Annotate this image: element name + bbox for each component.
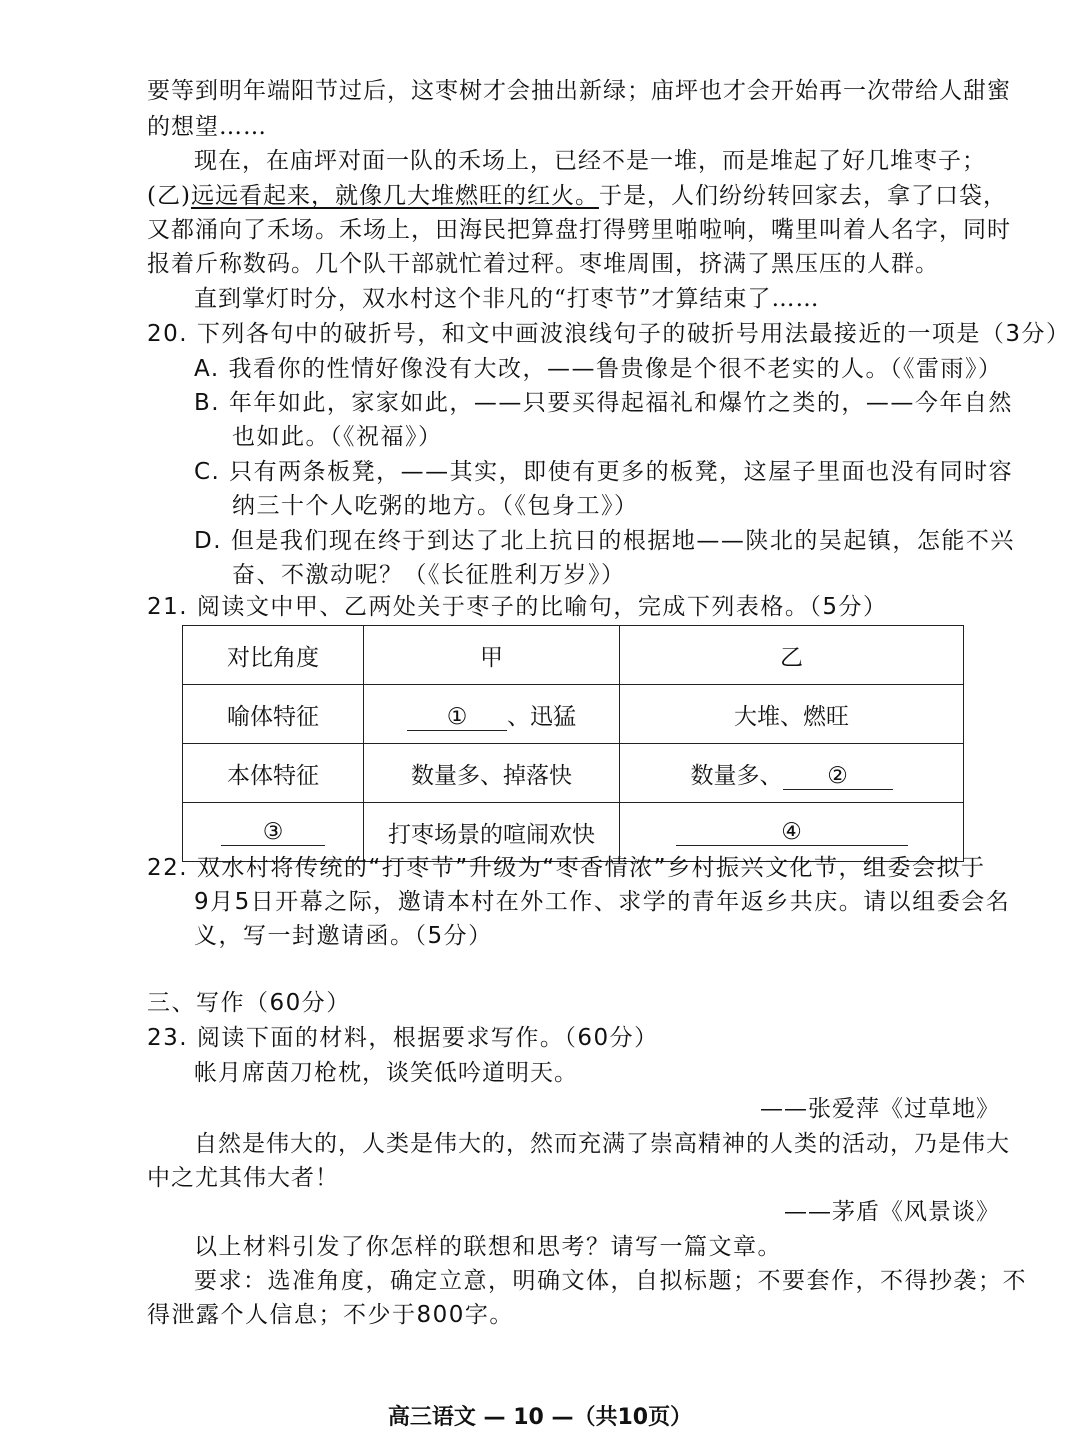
table-cell: 大堆、燃旺 xyxy=(620,685,964,744)
answer-blank-3[interactable]: ③ xyxy=(221,819,325,846)
question-text: 阅读下面的材料，根据要求写作。（60分） xyxy=(196,1025,659,1051)
table-cell: 本体特征 xyxy=(183,744,364,803)
writing-requirements-cont: 得泄露个人信息；不少于800字。 xyxy=(147,1302,514,1328)
material-quote-cont: 中之尤其伟大者！ xyxy=(147,1165,339,1191)
question-23-stem xyxy=(147,1023,659,1053)
question-text: 双水村将传统的“打枣节”升级为“枣香情浓”乡村振兴文化节，组委会拟于 xyxy=(196,855,986,881)
question-22-cont: 9月5日开幕之际，邀请本村在外工作、求学的青年返乡共庆。请以组委会名 xyxy=(194,889,1011,915)
option-b: B. 年年如此，家家如此，——只要买得起福礼和爆竹之类的，——今年自然 xyxy=(194,390,1013,416)
question-22-cont: 义，写一封邀请函。（5分） xyxy=(194,923,493,949)
table-cell: 打枣场景的喧闹欢快 xyxy=(364,803,620,862)
table-row xyxy=(183,685,964,744)
option-d: D. 但是我们现在终于到达了北上抗日的根据地——陕北的吴起镇，怎能不兴 xyxy=(194,528,1015,554)
material-quote: 自然是伟大的，人类是伟大的，然而充满了崇高精神的人类的活动，乃是伟大 xyxy=(194,1131,1010,1157)
cell-text: 数量多、 xyxy=(690,762,783,789)
option-b-cont: 也如此。（《祝福》） xyxy=(232,424,443,450)
question-21-stem xyxy=(147,592,888,622)
cell-text: 、迅猛 xyxy=(507,703,576,730)
table-cell xyxy=(364,685,620,744)
quote-source: ——张爱萍《过草地》 xyxy=(760,1096,1000,1122)
passage-line: 现在，在庙坪对面一队的禾场上，已经不是一堆，而是堆起了好几堆枣子； xyxy=(194,148,986,174)
table-row xyxy=(183,744,964,803)
option-a: A. 我看你的性情好像没有大改，——鲁贵像是个很不老实的人。（《雷雨》） xyxy=(194,356,1003,382)
quote-source: ——茅盾《风景谈》 xyxy=(784,1199,1000,1225)
passage-line-with-underline xyxy=(147,181,1007,211)
table-row xyxy=(183,626,964,685)
table-cell: 喻体特征 xyxy=(183,685,364,744)
option-d-cont: 奋、不激动呢？（《长征胜利万岁》） xyxy=(232,562,626,588)
question-number: 22. xyxy=(147,855,189,881)
question-text: 阅读文中甲、乙两处关于枣子的比喻句，完成下列表格。（5分） xyxy=(196,594,888,620)
question-number: 21. xyxy=(147,594,189,620)
question-22 xyxy=(147,853,986,883)
passage-line: 直到掌灯时分，双水村这个非凡的“打枣节”才算结束了…… xyxy=(194,286,820,312)
answer-blank-4[interactable]: ④ xyxy=(676,819,908,846)
table-cell xyxy=(620,744,964,803)
option-c: C. 只有两条板凳，——其实，即使有更多的板凳，这屋子里面也没有同时容 xyxy=(194,459,1014,485)
page-footer: 高三语文 — 10 —（共10页） xyxy=(387,1405,693,1430)
question-number: 20. xyxy=(147,321,189,347)
passage-line: 报着斤称数码。几个队干部就忙着过秤。枣堆周围，挤满了黑压压的人群。 xyxy=(147,251,939,277)
passage-line: 的想望…… xyxy=(147,114,267,140)
table-header: 甲 xyxy=(364,626,620,685)
section-title: 三、写作（60分） xyxy=(147,990,351,1016)
underlined-metaphor: 远远看起来，就像几大堆燃旺的红火。 xyxy=(190,183,599,209)
material-quote: 帐月席茵刀枪枕，谈笑低吟道明天。 xyxy=(194,1060,578,1086)
writing-prompt: 以上材料引发了你怎样的联想和思考？请写一篇文章。 xyxy=(194,1234,782,1260)
table-header: 对比角度 xyxy=(183,626,364,685)
option-c-cont: 纳三十个人吃粥的地方。（《包身工》） xyxy=(232,493,639,519)
table-header: 乙 xyxy=(620,626,964,685)
comparison-table xyxy=(182,625,964,862)
mark-yi: (乙) xyxy=(147,183,191,209)
writing-requirements: 要求：选准角度，确定立意，明确文体，自拟标题；不要套作，不得抄袭；不 xyxy=(194,1268,1027,1294)
passage-line: 又都涌向了禾场。禾场上，田海民把算盘打得劈里啪啦响，嘴里叫着人名字，同时 xyxy=(147,217,1011,243)
question-number: 23. xyxy=(147,1025,189,1051)
answer-blank-1[interactable]: ① xyxy=(407,704,507,731)
question-20-stem xyxy=(147,319,1071,349)
passage-line: 要等到明年端阳节过后，这枣树才会抽出新绿；庙坪也才会开始再一次带给人甜蜜 xyxy=(147,78,1011,104)
answer-blank-2[interactable]: ② xyxy=(783,763,893,790)
question-text: 下列各句中的破折号，和文中画波浪线句子的破折号用法最接近的一项是（3分） xyxy=(196,321,1071,347)
table-cell: 数量多、掉落快 xyxy=(364,744,620,803)
passage-text: 于是，人们纷纷转回家去，拿了口袋， xyxy=(598,183,1007,209)
